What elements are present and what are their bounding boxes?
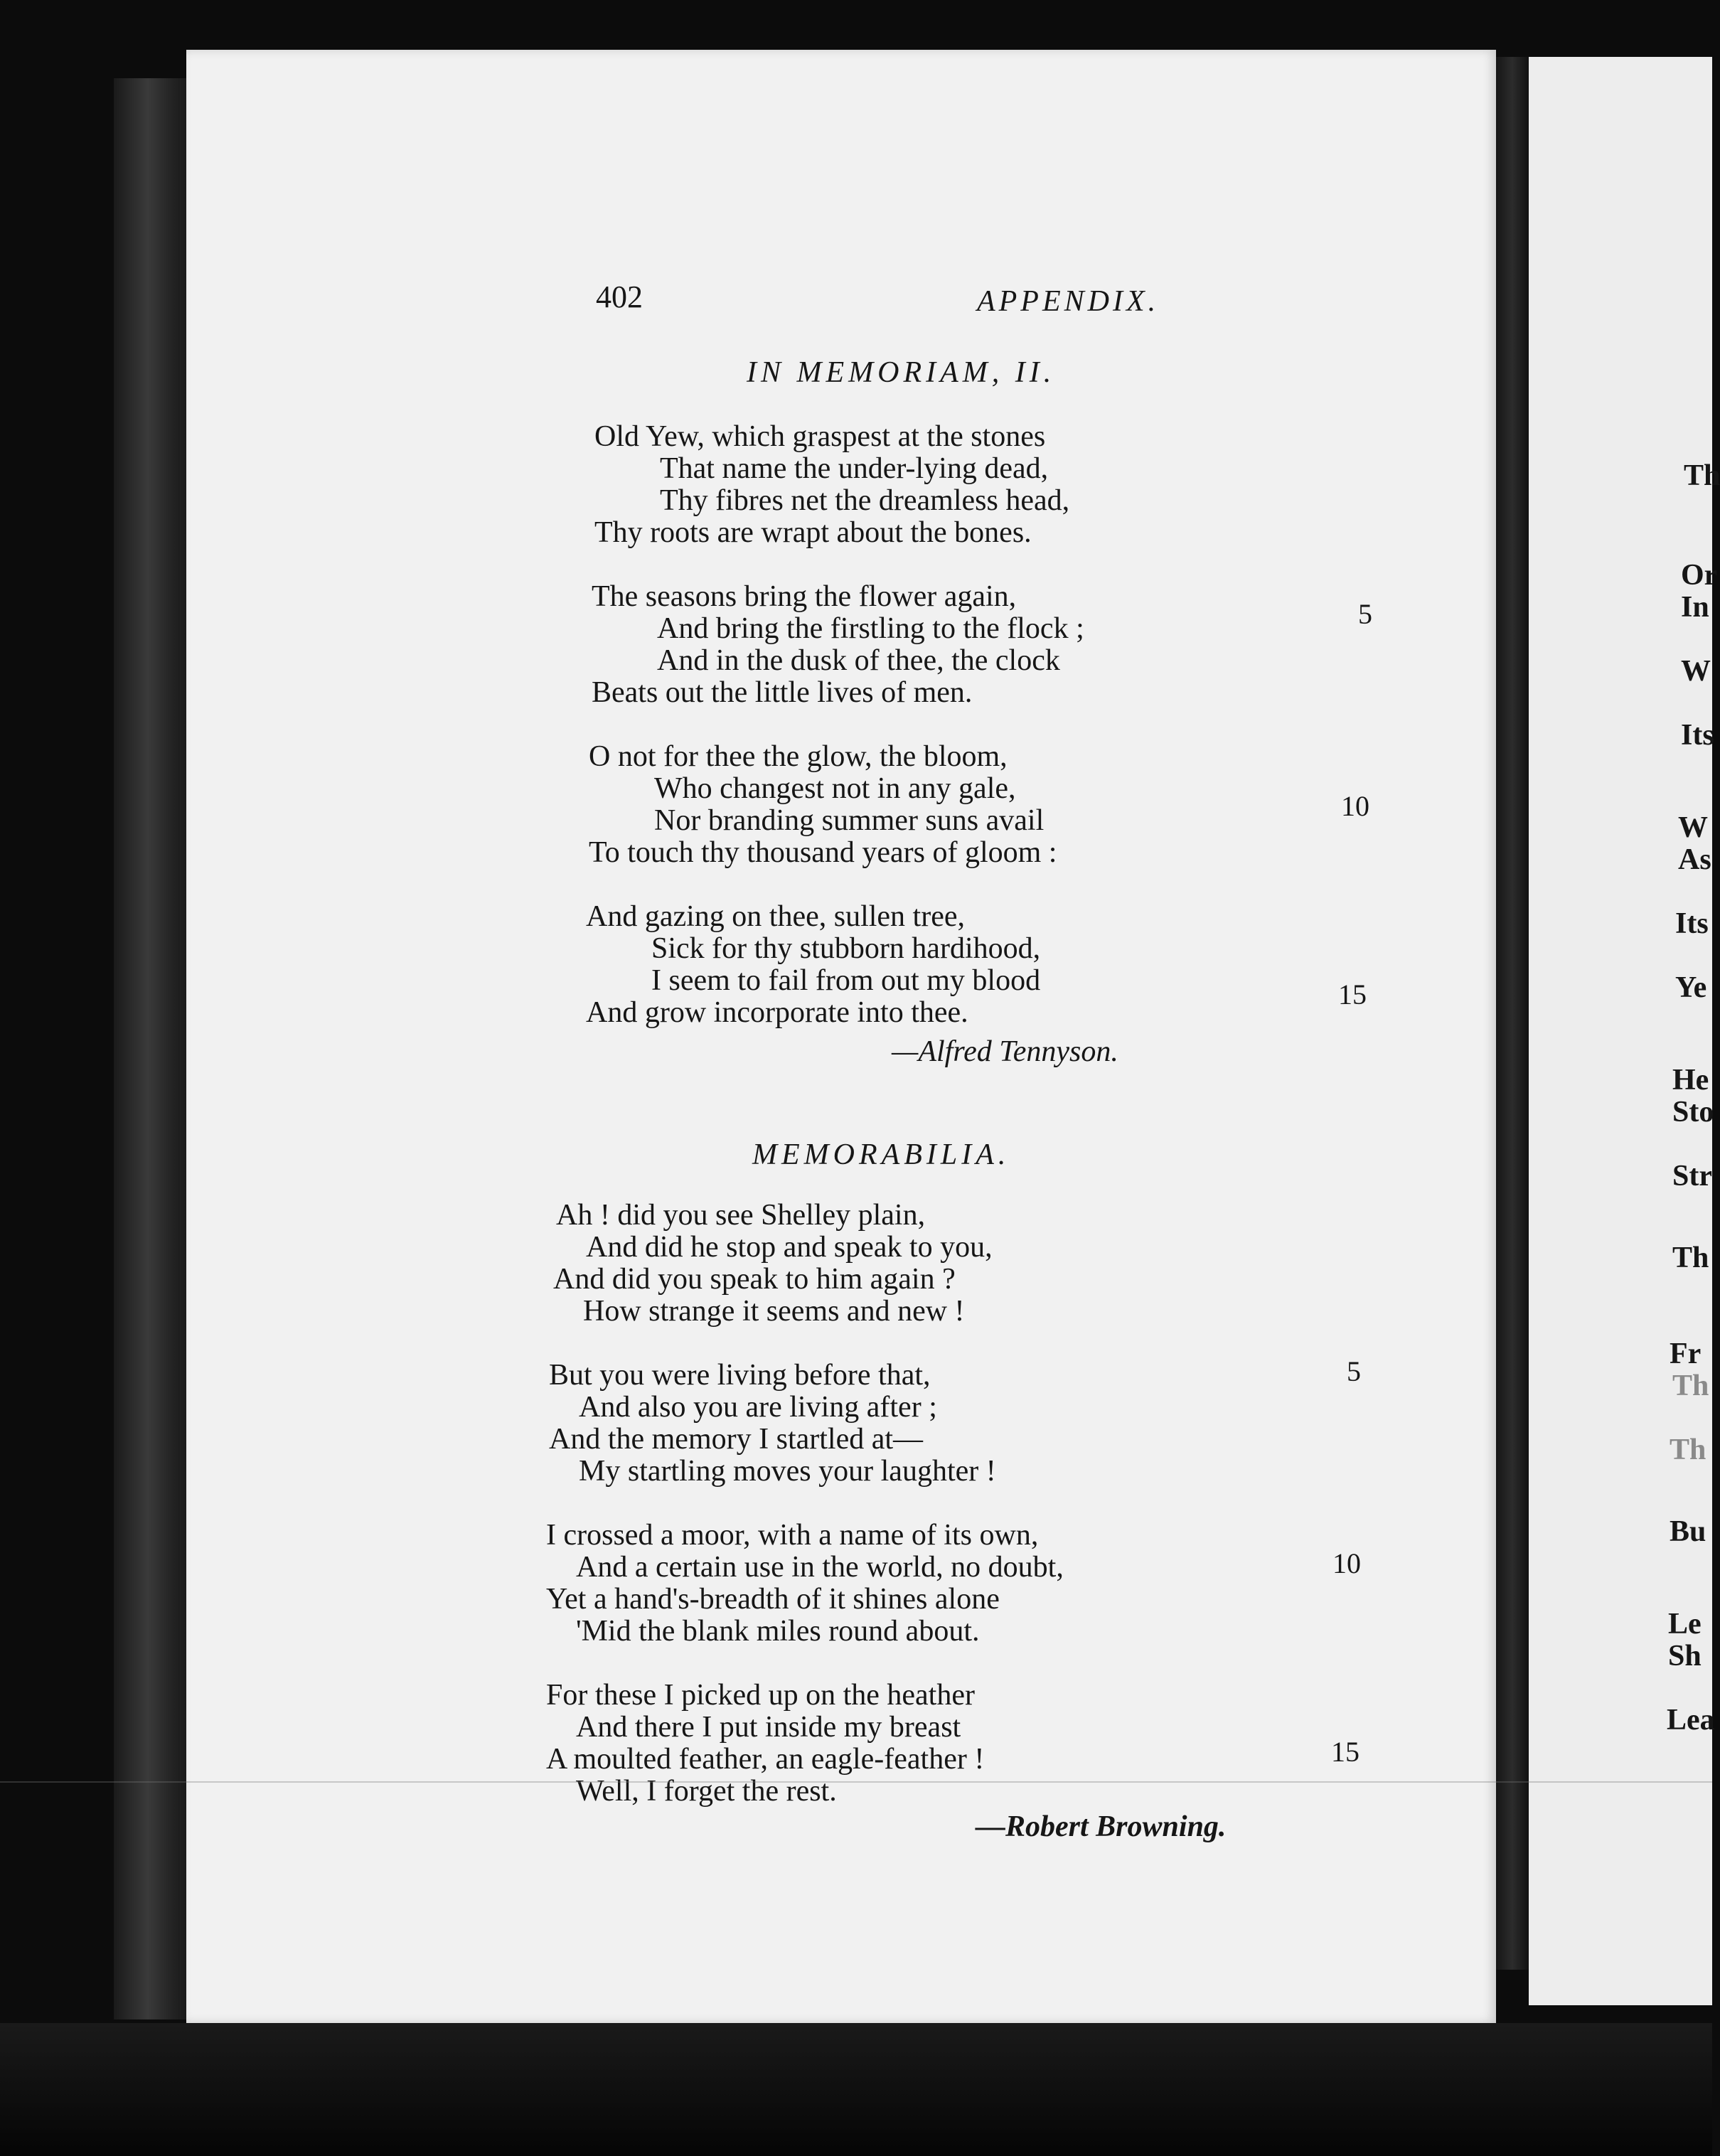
right-page-fragment: Th [1670,1434,1706,1466]
right-page-fragment: Or [1681,559,1718,592]
right-page-fragment: Th [1672,1242,1709,1274]
right-page-fragment: Its [1675,907,1709,940]
line-number: 10 [1332,1547,1361,1579]
poem-line: Thy roots are wrapt about the bones. [594,516,1032,549]
poem-line: How strange it seems and new ! [583,1295,965,1328]
poem-line: And grow incorporate into thee. [586,996,968,1029]
poem-line: I seem to fail from out my blood [651,964,1041,997]
poem-line: Nor branding summer suns avail [654,804,1045,837]
poem-line: And there I put inside my breast [576,1711,961,1744]
poem-line: Ah ! did you see Shelley plain, [556,1199,926,1232]
running-head: APPENDIX. [977,285,1160,318]
poem-line: 'Mid the blank miles round about. [576,1615,980,1648]
poem-line: Who changest not in any gale, [654,772,1016,805]
poem-line: O not for thee the glow, the bloom, [589,740,1008,773]
poem-line: And did he stop and speak to you, [586,1231,993,1264]
right-page-fragment: Le [1668,1608,1702,1640]
poem-line: To touch thy thousand years of gloom : [589,836,1057,869]
line-number: 15 [1338,978,1367,1010]
poem-line: Well, I forget the rest. [576,1775,837,1808]
poem-line: And gazing on thee, sullen tree, [586,900,965,933]
book-page-left [186,50,1496,2023]
poem-line: My startling moves your laughter ! [579,1455,996,1488]
right-page-fragment: In [1681,591,1709,624]
poem-line: Thy fibres net the dreamless head, [660,484,1070,517]
line-number: 15 [1331,1736,1360,1768]
right-page-fragment: As [1678,843,1711,876]
line-number: 10 [1341,790,1369,822]
line-number: 5 [1358,598,1372,630]
poem-line: And also you are living after ; [579,1391,937,1424]
poem-line: And a certain use in the world, no doubt, [576,1551,1064,1584]
right-page-fragment: Th [1672,1370,1709,1402]
poem-line: But you were living before that, [549,1359,931,1392]
poem-title-memorabilia: MEMORABILIA. [752,1138,1010,1171]
right-page-fragment: W [1681,655,1711,688]
scan-artifact-line [0,1781,1712,1783]
attribution-tennyson: —Alfred Tennyson. [892,1035,1118,1068]
scan-bottom-shadow [0,2023,1712,2156]
poem-line: And did you speak to him again ? [553,1263,956,1296]
right-page-fragment: Sh [1668,1640,1702,1672]
right-page-fragment: W [1678,811,1708,844]
right-page-fragment: Th [1684,459,1720,492]
poem-line: And bring the firstling to the flock ; [657,612,1084,645]
book-page-right [1529,57,1720,2005]
poem-title-in-memoriam: IN MEMORIAM, II. [747,356,1056,389]
right-page-fragment: Its [1681,719,1714,752]
poem-line: And in the dusk of thee, the clock [657,644,1060,677]
right-page-fragment: He [1672,1064,1709,1096]
right-page-fragment: Ye [1675,971,1707,1004]
poem-line: I crossed a moor, with a name of its own, [546,1519,1039,1552]
poem-line: And the memory I startled at— [549,1423,924,1456]
poem-line: For these I picked up on the heather [546,1679,975,1712]
poem-line: That name the under-lying dead, [660,452,1049,485]
book-gutter [1496,57,1529,1970]
page-number: 402 [596,279,643,314]
right-page-fragment: Bu [1670,1515,1706,1548]
right-page-fragment: Str [1672,1160,1712,1192]
poem-line: A moulted feather, an eagle-feather ! [546,1743,985,1776]
poem-line: Beats out the little lives of men. [592,676,973,709]
attribution-browning: —Robert Browning. [976,1810,1227,1843]
poem-line: Old Yew, which graspest at the stones [594,420,1046,453]
poem-line: Sick for thy stubborn hardihood, [651,932,1041,965]
right-page-fragment: Fr [1670,1338,1702,1370]
poem-line: The seasons bring the flower again, [592,580,1017,613]
poem-line: Yet a hand's-breadth of it shines alone [546,1583,1000,1616]
right-page-fragment: Sto [1672,1096,1714,1128]
line-number: 5 [1347,1355,1361,1387]
right-page-fragment: Lea [1667,1704,1715,1736]
